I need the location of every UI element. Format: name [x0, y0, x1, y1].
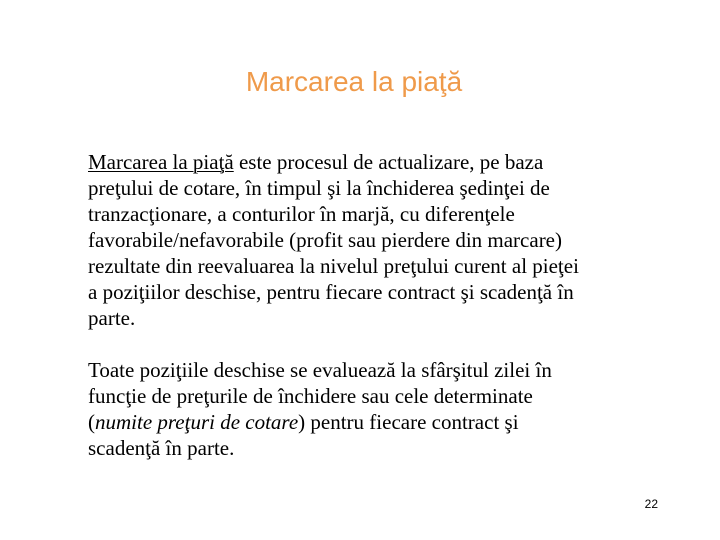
paren-open: ( — [88, 410, 95, 434]
paragraph-line — [88, 149, 668, 175]
paragraph-line: funcţie de preţurile de închidere sau cele determinate — [88, 384, 533, 408]
evaluation-paragraph — [88, 357, 668, 461]
paragraph-line: a poziţiilor deschise, pentru fiecare contract şi scadenţă în — [88, 280, 574, 304]
defined-term: Marcarea la piaţă — [88, 150, 234, 174]
paragraph-line: preţului de cotare, în timpul şi la închiderea şedinţei de — [88, 176, 550, 200]
paragraph-text: este procesul de actualizare, pe baza — [233, 150, 544, 174]
page-number: 22 — [644, 497, 658, 511]
paragraph-line: favorabile/nefavorabile (profit sau pierdere din marcare) — [88, 228, 562, 252]
paragraph-line: rezultate din reevaluarea la nivelul preţului curent al pieţei — [88, 254, 579, 278]
paragraph-text: ) pentru fiecare contract şi — [298, 410, 519, 434]
paragraph-line: scadenţă în parte. — [88, 436, 235, 460]
definition-paragraph — [88, 149, 668, 331]
paragraph-line — [88, 409, 668, 435]
slide-title: Marcarea la piaţă — [245, 66, 463, 97]
paragraph-line: tranzacţionare, a conturilor în marjă, cu diferenţele — [88, 202, 515, 226]
paragraph-line: parte. — [88, 306, 136, 330]
paragraph-line: Toate poziţiile deschise se evaluează la sfârşitul zilei în — [88, 358, 552, 382]
italic-term: numite preţuri de cotare — [95, 410, 299, 434]
